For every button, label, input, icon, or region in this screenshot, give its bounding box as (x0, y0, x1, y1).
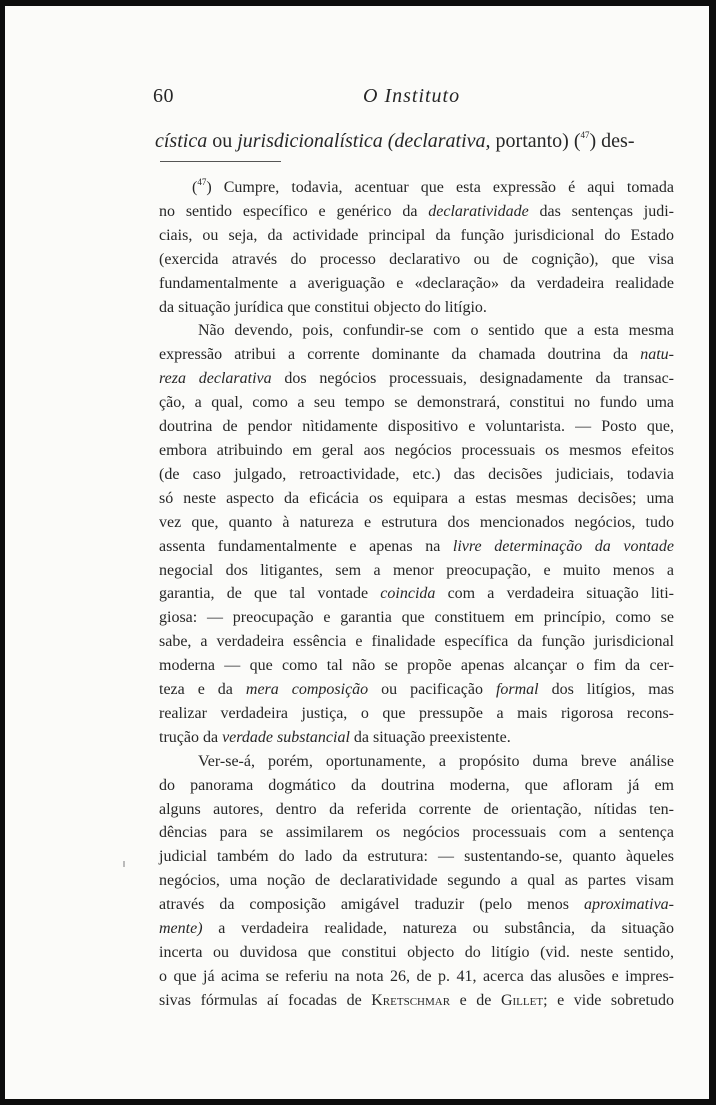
footnote-italic: livre determinação da vontade (452, 537, 674, 555)
footnote-line: ($^{47}$) Cumpre, todavia, acentuar que esta expressão é aqui tomada (192, 176, 674, 196)
footnote-line: ção, a qual, como a seu tempo se demonstrará, constitui no fundo uma (159, 394, 674, 412)
footnote-47 (159, 176, 674, 1013)
author-name: Kretschmar (371, 991, 451, 1009)
footnote-line: vez que, quanto à natureza e estrutura dos mencionados negócios, tudo (159, 513, 674, 531)
footnote-line: Ver-se-á, porém, oportunamente, a propósito duma breve análise (198, 752, 674, 770)
footnote-line: ciais, ou seja, da actividade principal da função jurisdicional do Estado (159, 226, 674, 244)
author-name: Gillet (500, 991, 544, 1009)
footnote-italic: formal (495, 681, 539, 699)
footnote-line: embora atribuindo em geral aos negócios processuais os mesmos efeitos (159, 441, 674, 459)
footnote-line: mente) a verdadeira realidade, natureza ou substância, da situação (159, 920, 674, 938)
footnote-line: sabe, a verdadeira essência e finalidade específica da função jurisdicional (159, 633, 674, 651)
main-text: ou (207, 130, 238, 152)
footnote-reference: 47 (580, 130, 590, 141)
main-text-italic: cística (155, 130, 208, 152)
footnote-line: teza e da mera composição ou pacificação formal dos litígios, mas (159, 681, 675, 699)
main-text-italic: jurisdicionalística (declarativa, (237, 130, 491, 152)
footnote-line: da situação jurídica que constitui objecto do litígio. (159, 298, 487, 316)
footnote-line: através da composição amigável traduzir (pelo menos aproximativa- (159, 896, 674, 914)
footnote-divider (160, 161, 281, 162)
footnote-italic: aproximativa- (583, 896, 674, 914)
footnote-line: garantia, de que tal vontade coincida com a verdadeira situação liti- (159, 585, 675, 603)
footnote-line: Não devendo, pois, confundir-se com o sentido que a esta mesma (198, 322, 674, 340)
footnote-line: só neste aspecto da eficácia os equipara a estas mesmas decisões; uma (159, 489, 674, 507)
book-page (5, 6, 709, 1099)
footnote-marker: 47 (197, 176, 207, 187)
main-text-line (155, 128, 675, 154)
footnote-line: giosa: — preocupação e garantia que constituem em princípio, como se (159, 609, 674, 627)
main-text: portanto) ( (490, 130, 581, 152)
footnote-line: do panorama dogmático da doutrina moderna, que afloram já em (159, 776, 674, 794)
footnote-line: no sentido específico e genérico da declaratividade das sentenças judi- (159, 202, 674, 220)
footnote-line: realizar verdadeira justiça, o que pressupõe a mais rigorosa recons- (159, 704, 674, 722)
footnote-line: alguns autores, dentro da referida corrente de orientação, nítidas ten- (159, 800, 674, 818)
footnote-italic: reza declarativa (159, 370, 272, 388)
main-text: ) des- (589, 130, 635, 152)
footnote-line: sivas fórmulas aí focadas de Kretschmar e de Gillet; e vide sobretudo (159, 991, 674, 1009)
footnote-line: assenta fundamentalmente e apenas na livre determinação da vontade (159, 537, 674, 555)
running-title: O Instituto (363, 85, 461, 107)
footnote-italic: mera composição (245, 681, 369, 699)
footnote-line: fundamentalmente a averiguação e «declaração» da verdadeira realidade (159, 274, 674, 292)
footnote-italic: natu- (640, 346, 674, 364)
footnote-italic: verdade substancial (222, 728, 350, 746)
scan-speck (123, 861, 125, 867)
page-header (153, 85, 673, 113)
footnote-line: moderna — que como tal não se propõe apenas alcançar o fim da cer- (159, 657, 674, 675)
footnote-line: (exercida através do processo declarativo ou de cognição), que visa (159, 250, 674, 268)
footnote-line: o que já acima se referiu na nota 26, de p. 41, acerca das alusões e impres- (159, 967, 674, 985)
footnote-line: expressão atribui a corrente dominante da chamada doutrina da natu- (159, 346, 674, 364)
footnote-italic: mente) (159, 920, 203, 938)
page-number: 60 (153, 85, 174, 107)
footnote-italic: coincida (380, 585, 436, 603)
footnote-line: incerta ou duvidosa que constitui objecto do litígio (vid. neste sentido, (159, 944, 674, 961)
footnote-line: trução da verdade substancial da situação preexistente. (159, 728, 511, 746)
footnote-line: negocial dos litigantes, sem a menor preocupação, e muito menos a (159, 561, 674, 579)
footnote-line: (de caso julgado, retroactividade, etc.) das decisões judiciais, todavia (159, 465, 674, 483)
footnote-line: doutrina de pendor nìtidamente dispositivo e voluntarista. — Posto que, (159, 418, 674, 436)
footnote-line: negócios, uma noção de declaratividade segundo a qual as partes visam (159, 872, 674, 890)
footnote-line: judicial também do lado da estrutura: — sustentando-se, quanto àqueles (159, 848, 674, 866)
footnote-line: reza declarativa dos negócios processuais, designadamente da transac- (159, 370, 675, 388)
footnote-line: dências para se assimilarem os negócios processuais com a sentença (159, 824, 674, 842)
footnote-italic: declaratividade (428, 202, 529, 220)
